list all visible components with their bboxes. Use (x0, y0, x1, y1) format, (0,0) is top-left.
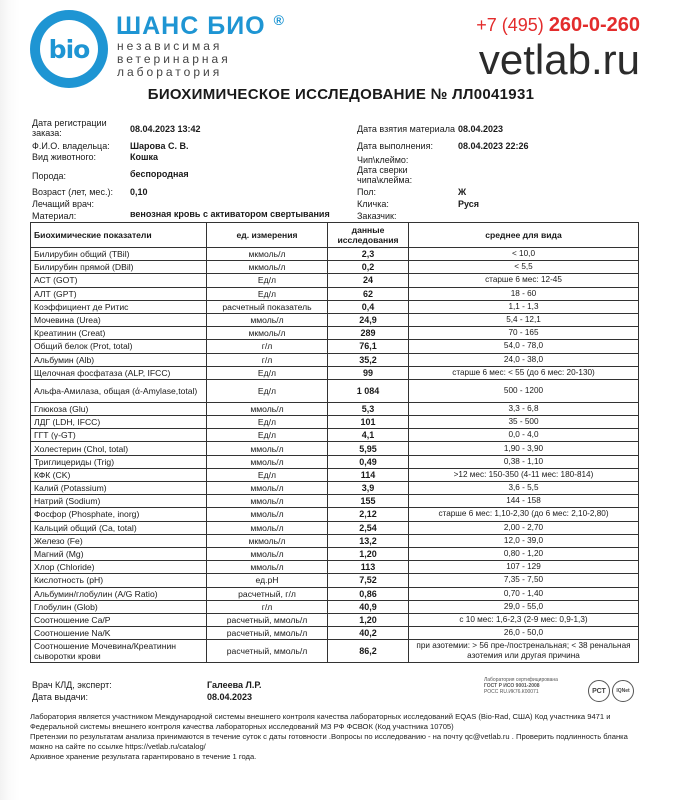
param-name: Щелочная фосфатаза (ALP, IFCC) (31, 366, 207, 379)
unit: ммоль/л (207, 547, 328, 560)
col-header-value: данные исследования (328, 223, 409, 248)
reference-range: с 10 мес: 1,6-2,3 (2-9 мес: 0,9-1,3) (409, 613, 639, 626)
param-name: Мочевина (Urea) (31, 313, 207, 326)
reference-range: 12,0 - 39,0 (409, 534, 639, 547)
result-value: 86,2 (328, 640, 409, 663)
table-row (31, 327, 639, 340)
reference-range: старше 6 мес: 12-45 (409, 274, 639, 287)
table-row (31, 455, 639, 468)
breed-label: Порода: (32, 171, 67, 181)
material-label: Материал: (32, 211, 77, 221)
result-value: 0,4 (328, 300, 409, 313)
reference-range: < 5,5 (409, 261, 639, 274)
table-row (31, 340, 639, 353)
issue-value: 08.04.2023 (207, 692, 253, 702)
reference-range: 1,90 - 3,90 (409, 442, 639, 455)
result-value: 101 (328, 416, 409, 429)
result-value: 289 (328, 327, 409, 340)
nick-label: Кличка: (357, 199, 389, 209)
reference-range: 144 - 158 (409, 495, 639, 508)
table-row (31, 547, 639, 560)
table-row (31, 495, 639, 508)
param-name: Холестерин (Chol, total) (31, 442, 207, 455)
result-value: 99 (328, 366, 409, 379)
reference-range: старше 6 мес: 1,10-2,30 (до 6 мес: 2,10-2,80) (409, 508, 639, 521)
note-archive: Архивное хранение результата гарантировано в течение 1 года. (30, 752, 257, 761)
logo-inner-circle (40, 20, 98, 78)
result-value: 0,2 (328, 261, 409, 274)
cert-line-3: РОСС RU.ИК76.К00071 (484, 689, 539, 695)
table-header-row (31, 223, 639, 248)
param-name: ЛДГ (LDH, IFCC) (31, 416, 207, 429)
param-name: Триглицериды (Trig) (31, 455, 207, 468)
param-name: Билирубин общий (TBil) (31, 248, 207, 261)
table-row (31, 402, 639, 415)
results-table (30, 222, 639, 663)
document-title: БИОХИМИЧЕСКОЕ ИССЛЕДОВАНИЕ № ЛЛ0041931 (147, 86, 535, 103)
unit: Ед/л (207, 429, 328, 442)
unit: мкмоль/л (207, 248, 328, 261)
param-name: Общий белок (Prot, total) (31, 340, 207, 353)
reference-range: 107 - 129 (409, 561, 639, 574)
result-value: 3,9 (328, 482, 409, 495)
result-value: 62 (328, 287, 409, 300)
unit: ммоль/л (207, 561, 328, 574)
unit: ммоль/л (207, 495, 328, 508)
chip-label: Чип\клеймо: (357, 155, 409, 165)
reference-range: 70 - 165 (409, 327, 639, 340)
param-name: Глюкоза (Glu) (31, 402, 207, 415)
reference-range: >12 мес: 150-350 (4-11 мес: 180-814) (409, 468, 639, 481)
note-claims: Претензии по результатам анализа принимаются в течение суток с даты готовности .Вопросы по исследованию - на почту qc@vetlab.ru . Проверить подлинность бланка можно на сайте по ссылке https://vetlab.ru/catalog/ (30, 732, 628, 751)
param-name: Магний (Mg) (31, 547, 207, 560)
param-name: Альфа-Амилаза, общая (ά-Amylase,total) (31, 379, 207, 402)
unit: г/л (207, 353, 328, 366)
param-name: Коэффициент де Ритис (31, 300, 207, 313)
unit: ммоль/л (207, 482, 328, 495)
param-name: Альбумин (Alb) (31, 353, 207, 366)
unit: г/л (207, 600, 328, 613)
param-name: Хлор (Chloride) (31, 561, 207, 574)
result-value: 13,2 (328, 534, 409, 547)
table-row (31, 508, 639, 521)
registered-mark: ® (273, 12, 285, 28)
param-name: Соотношение Na/K (31, 627, 207, 640)
issue-label: Дата выдачи: (32, 692, 88, 702)
result-value: 35,2 (328, 353, 409, 366)
param-name: Натрий (Sodium) (31, 495, 207, 508)
reference-range: 29,0 - 55,0 (409, 600, 639, 613)
col-header-unit: ед. измерения (207, 223, 328, 248)
reference-range: < 10,0 (409, 248, 639, 261)
table-row (31, 534, 639, 547)
table-row (31, 468, 639, 481)
sex-value: Ж (458, 187, 467, 197)
result-value: 4,1 (328, 429, 409, 442)
expert-label: Врач КЛД, эксперт: (32, 680, 112, 690)
unit: Ед/л (207, 379, 328, 402)
rst-seal-icon: РСТ (588, 680, 610, 702)
reference-range: 3,3 - 6,8 (409, 402, 639, 415)
reference-range: старше 6 мес: < 55 (до 6 мес: 20-130) (409, 366, 639, 379)
result-value: 114 (328, 468, 409, 481)
result-value: 5,3 (328, 402, 409, 415)
reference-range: 35 - 500 (409, 416, 639, 429)
result-value: 2,3 (328, 248, 409, 261)
material-value: венозная кровь с активатором свертывания (130, 209, 330, 219)
note-eqas: Лаборатория является участником Международной системы внешнего контроля качества лабораторных исследований EQAS (Bio-Rad, США) Код участника 9471 и Федеральной системы внешнего контроля качества лабораторных исследований МЗ РФ ФСВОК (Код участника 10705) (30, 712, 611, 731)
param-name: Кальций общий (Ca, total) (31, 521, 207, 534)
unit: расчетный, ммоль/л (207, 613, 328, 626)
reference-range: 0,38 - 1,10 (409, 455, 639, 468)
owner-label: Ф.И.О. владельца: (32, 141, 110, 151)
customer-label: Заказчик: (357, 211, 397, 221)
reference-range: 54,0 - 78,0 (409, 340, 639, 353)
taken-label: Дата взятия материала (357, 124, 455, 134)
table-row (31, 574, 639, 587)
site-url[interactable]: vetlab.ru (478, 36, 640, 83)
result-value: 76,1 (328, 340, 409, 353)
result-value: 155 (328, 495, 409, 508)
param-name: АСТ (GOT) (31, 274, 207, 287)
result-value: 1,20 (328, 547, 409, 560)
unit: ммоль/л (207, 313, 328, 326)
param-name: Альбумин/глобулин (A/G Ratio) (31, 587, 207, 600)
reference-range: 24,0 - 38,0 (409, 353, 639, 366)
breed-value: беспородная (130, 169, 189, 179)
brand-sub-line-2: ветеринарная (117, 52, 231, 66)
reference-range: 500 - 1200 (409, 379, 639, 402)
table-row (31, 416, 639, 429)
done-value: 08.04.2023 22:26 (458, 141, 529, 151)
chip-check-label-1: Дата сверки (357, 165, 408, 175)
brand-name (116, 12, 285, 41)
result-value: 113 (328, 561, 409, 574)
table-row (31, 366, 639, 379)
result-value: 24 (328, 274, 409, 287)
done-label: Дата выполнения: (357, 141, 433, 151)
brand-title: ШАНС БИО (116, 12, 266, 40)
result-value: 5,95 (328, 442, 409, 455)
reg-value: 08.04.2023 13:42 (130, 124, 201, 134)
certification-block (484, 677, 634, 703)
cert-line-2: ГОСТ Р ИСО 9001-2008 (484, 683, 540, 689)
result-value: 0,49 (328, 455, 409, 468)
col-header-parameter: Биохимические показатели (31, 223, 207, 248)
species-label: Вид животного: (32, 152, 97, 162)
unit: ед.pH (207, 574, 328, 587)
phone-prefix: +7 (495) (476, 15, 544, 35)
result-value: 1 084 (328, 379, 409, 402)
unit: ммоль/л (207, 521, 328, 534)
reg-label-2: заказа: (32, 128, 62, 138)
cert-line-1: Лаборатория сертифицирована (484, 677, 558, 683)
unit: мкмоль/л (207, 534, 328, 547)
result-value: 24,9 (328, 313, 409, 326)
unit: расчетный, ммоль/л (207, 627, 328, 640)
table-row (31, 640, 639, 663)
table-row (31, 442, 639, 455)
table-row (31, 613, 639, 626)
unit: Ед/л (207, 287, 328, 300)
param-name: ГГТ (γ-GT) (31, 429, 207, 442)
unit: Ед/л (207, 468, 328, 481)
unit: Ед/л (207, 416, 328, 429)
certification-text (484, 677, 584, 695)
reference-range: 3,6 - 5,5 (409, 482, 639, 495)
table-row (31, 482, 639, 495)
result-value: 2,12 (328, 508, 409, 521)
phone-main: 260-0-260 (548, 14, 640, 36)
sex-label: Пол: (357, 187, 377, 197)
unit: г/л (207, 340, 328, 353)
results-body (31, 248, 639, 663)
doctor-label: Лечащий врач: (32, 199, 95, 209)
unit: расчетный, ммоль/л (207, 640, 328, 663)
result-value: 0,86 (328, 587, 409, 600)
reference-range: 0,70 - 1,40 (409, 587, 639, 600)
reference-range: 5,4 - 12,1 (409, 313, 639, 326)
table-row (31, 287, 639, 300)
col-header-reference: среднее для вида (409, 223, 639, 248)
table-row (31, 300, 639, 313)
table-row (31, 627, 639, 640)
table-row (31, 248, 639, 261)
reference-range: 1,1 - 1,3 (409, 300, 639, 313)
taken-value: 08.04.2023 (458, 124, 504, 134)
expert-value: Галеева Л.Р. (207, 680, 262, 690)
result-value: 7,52 (328, 574, 409, 587)
result-value: 40,2 (328, 627, 409, 640)
age-value: 0,10 (130, 187, 148, 197)
param-name: Железо (Fe) (31, 534, 207, 547)
param-name: Фосфор (Phosphate, inorg) (31, 508, 207, 521)
owner-value: Шарова С. В. (130, 141, 189, 151)
reference-range: 0,0 - 4,0 (409, 429, 639, 442)
table-row (31, 353, 639, 366)
param-name: АЛТ (GPT) (31, 287, 207, 300)
unit: расчетный показатель (207, 300, 328, 313)
param-name: Калий (Potassium) (31, 482, 207, 495)
table-row (31, 379, 639, 402)
unit: ммоль/л (207, 508, 328, 521)
unit: ммоль/л (207, 402, 328, 415)
unit: расчетный, г/л (207, 587, 328, 600)
table-row (31, 561, 639, 574)
param-name: Соотношение Ca/P (31, 613, 207, 626)
reference-range: при азотемии: > 56 пре-/постренальная; < 38 ренальная азотемия или другая причина (409, 640, 639, 663)
unit: мкмоль/л (207, 261, 328, 274)
table-row (31, 313, 639, 326)
footer-notes (30, 712, 642, 762)
age-label: Возраст (лет, мес.): (32, 187, 113, 197)
param-name: Глобулин (Glob) (31, 600, 207, 613)
unit: Ед/л (207, 274, 328, 287)
unit: мкмоль/л (207, 327, 328, 340)
reference-range: 2,00 - 2,70 (409, 521, 639, 534)
logo-text: bio (48, 34, 90, 64)
reference-range: 18 - 60 (409, 287, 639, 300)
table-row (31, 261, 639, 274)
result-value: 40,9 (328, 600, 409, 613)
param-name: Креатинин (Creat) (31, 327, 207, 340)
table-row (31, 587, 639, 600)
result-value: 1,20 (328, 613, 409, 626)
table-row (31, 274, 639, 287)
reference-range: 7,35 - 7,50 (409, 574, 639, 587)
table-row (31, 521, 639, 534)
reference-range: 0,80 - 1,20 (409, 547, 639, 560)
reference-range: 26,0 - 50,0 (409, 627, 639, 640)
phone-number[interactable] (476, 14, 640, 37)
unit: ммоль/л (207, 442, 328, 455)
param-name: КФК (CK) (31, 468, 207, 481)
reg-label-1: Дата регистрации (32, 118, 107, 128)
bio-logo (30, 10, 108, 88)
iqnet-seal-icon: IQNet (612, 680, 634, 702)
param-name: Соотношение Мочевина/Креатинин сыворотки крови (31, 640, 207, 663)
nick-value: Руся (458, 199, 480, 209)
unit: ммоль/л (207, 455, 328, 468)
chip-check-label-2: чипа\клейма: (357, 175, 413, 185)
table-row (31, 429, 639, 442)
brand-sub-line-1: независимая (117, 39, 223, 53)
param-name: Кислотность (pH) (31, 574, 207, 587)
param-name: Билирубин прямой (DBil) (31, 261, 207, 274)
unit: Ед/л (207, 366, 328, 379)
species-value: Кошка (130, 152, 159, 162)
table-row (31, 600, 639, 613)
brand-sub-line-3: лаборатория (117, 65, 223, 79)
result-value: 2,54 (328, 521, 409, 534)
